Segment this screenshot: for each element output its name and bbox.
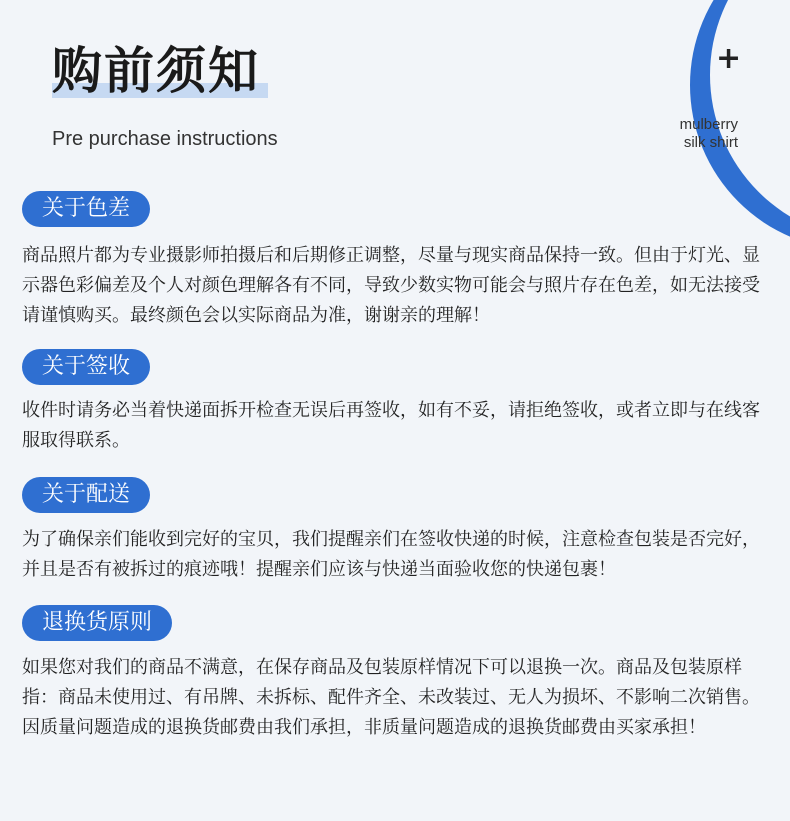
page-title: 购前须知 <box>52 42 260 100</box>
section-text: 如果您对我们的商品不满意，在保存商品及包装原样情况下可以退换一次。商品及包装原样指：商品未使用过、有吊牌、未拆标、配件齐全、未改装过、无人为损坏、不影响二次销售。因质量问题造成的退换货邮费由我们承担，非质量问题造成的退换货邮费由买家承担！ <box>22 657 760 738</box>
section-text: 收件时请务必当着快递面拆开检查无误后再签收，如有不妥，请拒绝签收，或者立即与在线客服取得联系。 <box>22 400 760 451</box>
section-heading: 关于配送 <box>22 477 150 513</box>
page-subtitle: Pre purchase instructions <box>52 128 278 150</box>
product-tag-line-2: silk shirt <box>683 134 738 151</box>
product-tag-line-1: mulberry <box>679 116 738 133</box>
section-heading: 关于色差 <box>22 191 150 227</box>
plus-icon: + <box>716 41 742 76</box>
title-block <box>52 38 260 104</box>
product-tag <box>680 116 738 152</box>
section-text: 为了确保亲们能收到完好的宝贝，我们提醒亲们在签收快递的时候，注意检查包装是否完好，并且是否有被拆过的痕迹哦！提醒亲们应该与快递当面验收您的快递包裹！ <box>22 529 760 580</box>
section-text: 商品照片都为专业摄影师拍摄后和后期修正调整，尽量与现实商品保持一致。但由于灯光、显示器色彩偏差及个人对颜色理解各有不同，导致少数实物可能会与照片存在色差，如无法接受请谨慎购买。最终颜色会以实际商品为准，谢谢亲的理解！ <box>22 245 760 326</box>
section-heading: 退换货原则 <box>22 605 172 641</box>
section-heading: 关于签收 <box>22 349 150 385</box>
